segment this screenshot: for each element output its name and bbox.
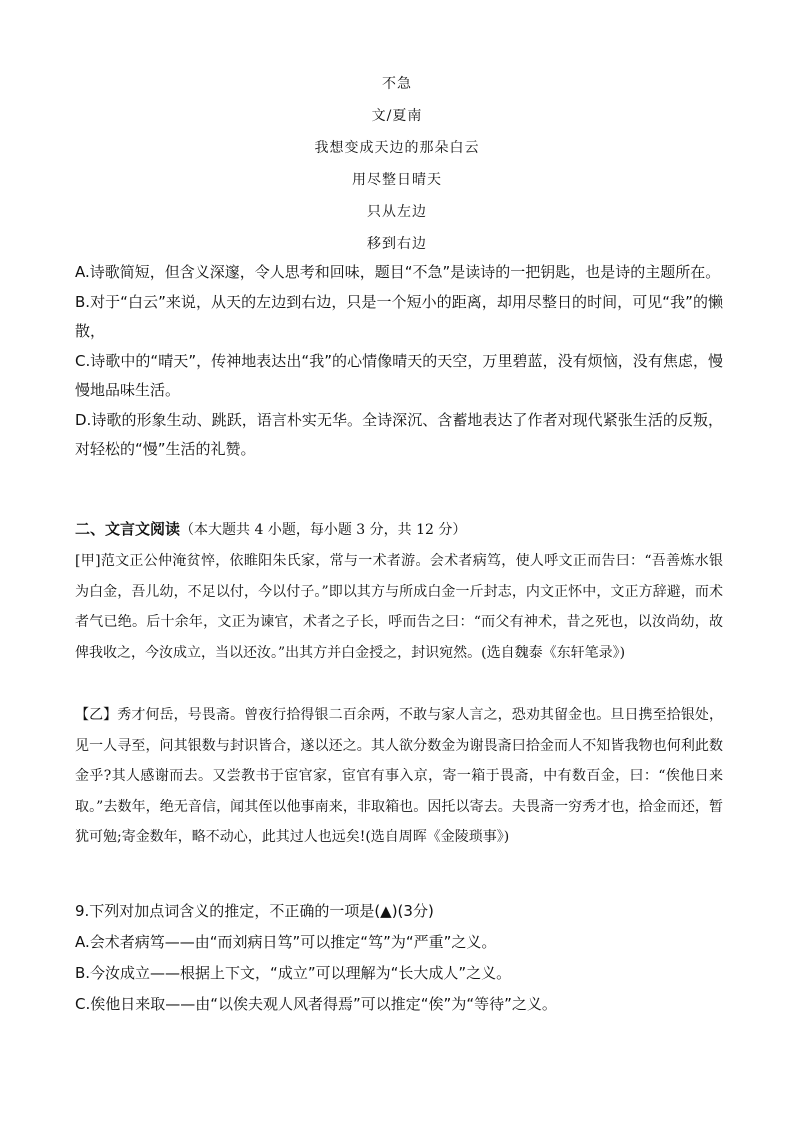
poem-title: 不急 [382, 76, 412, 92]
option-b: B.对于“白云”来说，从天的左边到右边，只是一个短小的距离，却用尽整日的时间，可见“我”的懒散， [75, 292, 723, 340]
poem-author: 文/夏南 [371, 108, 423, 124]
poem [0, 68, 794, 260]
passage-yi-text: 【乙】秀才何岳，号畏斋。曾夜行拾得银二百余两，不敢与家人言之，恐劝其留金也。旦日携至拾银处，见一人寻至，问其银数与封识皆合，遂以还之。其人欲分数金为谢畏斋曰拾金而人不知皆我物也何利此数金乎?其人感谢而去。又尝教书于宦官家，宦官有事入京，寄一箱于畏斋，中有数百金，曰：“俟他日来取。”去数年，绝无音信，闻其侄以他事南来，非取箱也。因托以寄去。夫畏斋一穷秀才也，拾金而还，暂犹可勉;寄金数年，略不动心，此其过人也远矣!(选自周晖《金陵琐事》) [75, 707, 723, 846]
poem-line: 用尽整日晴天 [352, 172, 442, 188]
question-option-a: A.会术者病笃——由“而刘病日笃”可以推定“笃”为“严重”之义。 [75, 933, 497, 951]
passage-jia-text: [甲]范文正公仲淹贫悴，依睢阳朱氏家，常与一术者游。会术者病笃，使人呼文正而告曰：“吾善炼水银为白金，吾儿幼，不足以付，今以付子。”即以其方与所成白金一斤封志，内文正怀中，文正方辞避，而术者气已绝。后十余年，文正为谏官，术者之子长，呼而告之曰：“而父有神术，昔之死也，以汝尚幼，故俾我收之，今汝成立，当以还汝。”出其方并白金授之，封识宛然。(选自魏泰《东轩笔录》) [75, 553, 723, 661]
passage-jia [75, 546, 723, 668]
option-d: D.诗歌的形象生动、跳跃，语言朴实无华。全诗深沉、含蓄地表达了作者对现代紧张生活的反叛，对轻松的“慢”生活的礼赞。 [75, 410, 723, 458]
answer-options [75, 258, 723, 465]
question-option-c: C.俟他日来取——由“以俟夫观人风者得焉”可以推定“俟”为“等待”之义。 [75, 995, 557, 1013]
section-heading [75, 514, 723, 545]
section-note: （本大题共 4 小题，每小题 3 分，共 12 分） [180, 522, 467, 538]
option-c: C.诗歌中的“晴天”，传神地表达出“我”的心情像晴天的天空，万里碧蓝，没有烦恼，没有焦虑，慢慢地品味生活。 [75, 351, 723, 399]
poem-line: 移到右边 [367, 236, 427, 252]
question-option-b: B.今汝成立——根据上下文，“成立”可以理解为“长大成人”之义。 [75, 964, 512, 982]
option-a: A.诗歌简短，但含义深邃，令人思考和回味，题目“不急”是读诗的一把钥匙，也是诗的主题所在。 [75, 263, 721, 281]
passage-yi [75, 700, 723, 853]
section-title: 二、文言文阅读 [75, 520, 181, 538]
poem-line: 我想变成天边的那朵白云 [314, 140, 480, 156]
poem-line: 只从左边 [367, 204, 427, 220]
question-block [75, 896, 723, 1020]
question-9: 9.下列对加点词含义的推定，不正确的一项是(▲)(3分) [75, 902, 434, 920]
